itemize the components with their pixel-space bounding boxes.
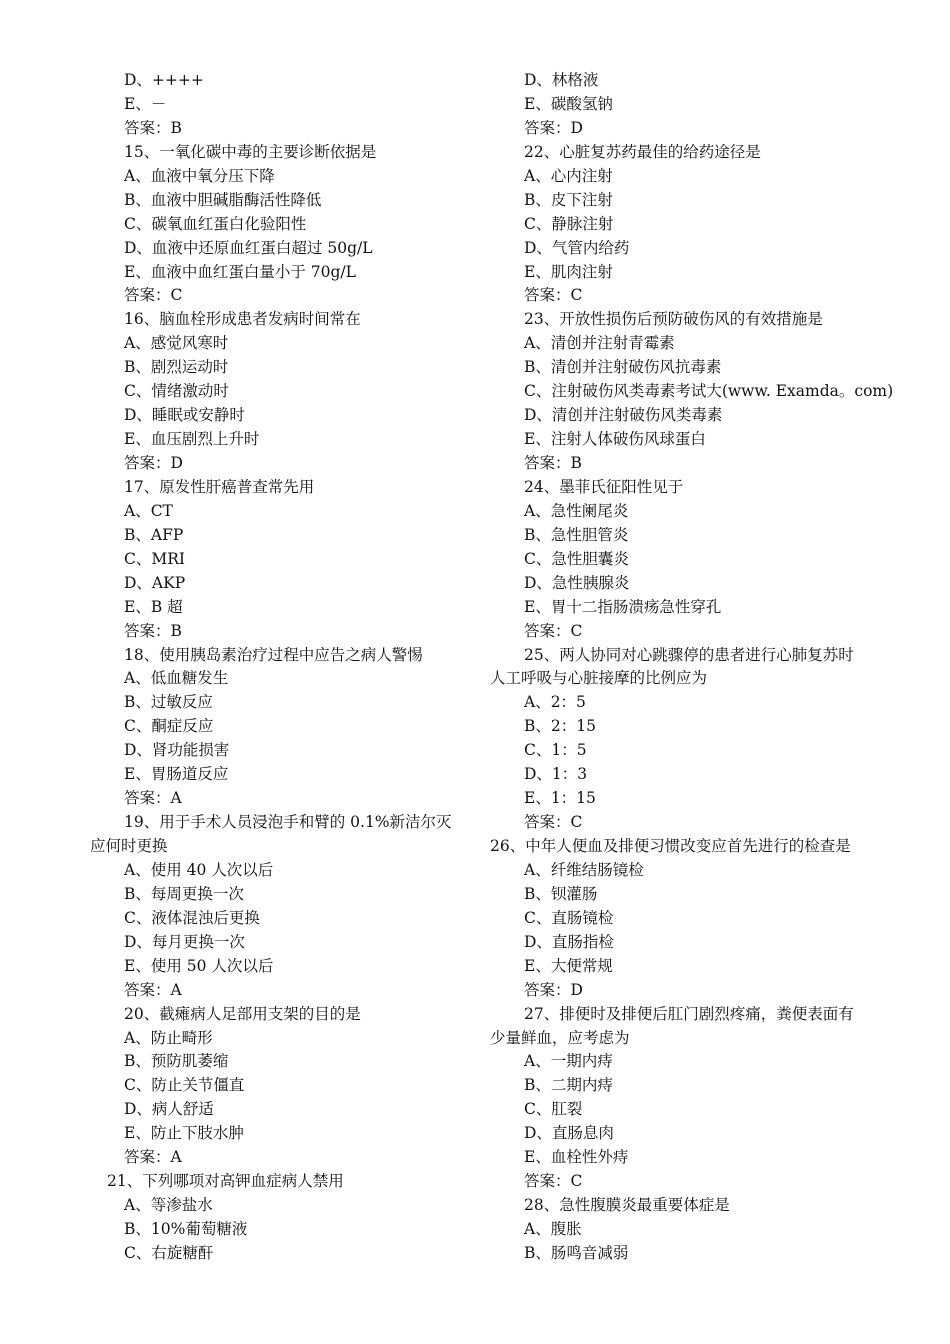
option-line: A、纤维结肠镜检 <box>524 860 644 879</box>
answer-line: 答案：D <box>124 454 183 472</box>
question-line: 19、用于手术人员浸泡手和臂的 0.1%新洁尔灭 <box>124 813 452 832</box>
answer-line: 答案：C <box>524 286 583 305</box>
answer-line: 答案：C <box>524 1172 583 1191</box>
option-line: A、心内注射 <box>524 166 613 185</box>
question-line: 22、心脏复苏药最佳的给药途径是 <box>524 142 761 161</box>
option-line: A、CT <box>124 501 173 520</box>
answer-line: 答案：B <box>124 621 182 640</box>
option-line: D、气管内给药 <box>524 238 630 257</box>
question-line: 26、中年人便血及排便习惯改变应首先进行的检查是 <box>490 837 851 855</box>
option-line: B、清创并注射破伤风抗毒素 <box>524 358 722 377</box>
option-line: C、急性胆囊炎 <box>524 549 629 568</box>
option-line: A、一期内痔 <box>524 1052 613 1071</box>
option-line: B、剧烈运动时 <box>124 358 229 377</box>
question-continuation-line: 应何时更换 <box>90 837 168 855</box>
option-line: A、清创并注射青霉素 <box>524 334 675 353</box>
option-line: C、情绪激动时 <box>124 382 229 401</box>
option-line: B、10%葡萄糖液 <box>124 1220 248 1238</box>
option-line: E、－ <box>124 94 167 113</box>
option-line: D、急性胰腺炎 <box>524 573 630 592</box>
option-line: A、使用 40 人次以后 <box>124 860 274 879</box>
option-line: D、肾功能损害 <box>124 741 230 760</box>
question-line: 27、排便时及排便后肛门剧烈疼痛，粪便表面有 <box>524 1004 854 1023</box>
option-line: A、感觉风寒时 <box>124 334 229 353</box>
answer-line: 答案：D <box>524 980 583 999</box>
right-column <box>490 69 910 1266</box>
answer-line: 答案：A <box>124 789 182 808</box>
option-line: C、注射破伤风类毒素考试大(www. Examda。com) <box>524 382 894 401</box>
question-line: 23、开放性损伤后预防破伤风的有效措施是 <box>524 310 823 329</box>
option-line: B、血液中胆碱脂酶活性降低 <box>124 190 322 209</box>
option-line: A、防止畸形 <box>124 1028 213 1047</box>
option-line: E、使用 50 人次以后 <box>124 956 274 975</box>
option-line: E、胃十二指肠溃疡急性穿孔 <box>524 597 722 616</box>
option-line: E、血栓性外痔 <box>524 1148 629 1167</box>
option-line: D、林格液 <box>524 71 599 89</box>
option-line: E、胃肠道反应 <box>124 765 229 784</box>
option-line: A、低血糖发生 <box>124 669 229 688</box>
option-line: E、大便常规 <box>524 956 613 975</box>
answer-line: 答案：A <box>124 1148 182 1167</box>
option-line: C、酮症反应 <box>124 717 214 736</box>
option-line: B、每周更换一次 <box>124 884 244 903</box>
option-line: B、AFP <box>124 525 184 544</box>
option-line: D、AKP <box>124 573 186 592</box>
question-continuation-line: 人工呼吸与心脏接摩的比例应为 <box>490 669 708 688</box>
option-line: B、过敏反应 <box>124 693 213 712</box>
option-line: C、直肠镜检 <box>524 908 614 927</box>
question-line: 24、墨菲氏征阳性见于 <box>524 477 684 496</box>
option-line: B、肠鸣音减弱 <box>524 1243 629 1262</box>
answer-line: 答案：A <box>124 980 182 999</box>
option-line: D、睡眠或安静时 <box>124 406 245 425</box>
option-line: C、静脉注射 <box>524 214 614 233</box>
option-line: E、防止下肢水肿 <box>124 1124 244 1143</box>
option-line: E、注射人体破伤风球蛋白 <box>524 430 706 449</box>
option-line: A、等渗盐水 <box>124 1196 213 1215</box>
option-line: E、碳酸氢钠 <box>524 94 613 113</box>
option-line: D、清创并注射破伤风类毒素 <box>524 406 723 425</box>
option-line: A、2：5 <box>524 693 586 712</box>
option-line: C、液体混浊后更换 <box>124 908 260 927</box>
answer-line: 答案：D <box>524 118 583 137</box>
option-line: B、二期内痔 <box>524 1076 613 1095</box>
question-line: 21、下列哪项对高钾血症病人禁用 <box>107 1172 344 1191</box>
option-line: C、碳氧血红蛋白化验阳性 <box>124 214 307 233</box>
option-line: B、2：15 <box>524 717 596 736</box>
answer-line: 答案：C <box>524 621 583 640</box>
option-line: D、每月更换一次 <box>124 932 245 951</box>
option-line: C、右旋糖酐 <box>124 1243 214 1262</box>
option-line: E、血液中血红蛋白量小于 70g/L <box>124 262 356 281</box>
question-line: 16、脑血栓形成患者发病时间常在 <box>124 310 361 329</box>
answer-line: 答案：C <box>124 286 183 305</box>
option-line: A、腹胀 <box>524 1220 582 1238</box>
question-line: 17、原发性肝癌普查常先用 <box>124 477 315 496</box>
option-line: A、急性阑尾炎 <box>524 501 629 520</box>
question-line: 20、截瘫病人足部用支架的目的是 <box>124 1004 361 1023</box>
option-line: D、血液中还原血红蛋白超过 50g/L <box>124 238 373 257</box>
question-continuation-line: 少量鲜血，应考虑为 <box>490 1028 630 1047</box>
option-line: E、B 超 <box>124 597 183 616</box>
option-line: E、肌肉注射 <box>524 262 613 281</box>
option-line: D、1：3 <box>524 765 588 784</box>
option-line: B、皮下注射 <box>524 190 613 209</box>
option-line: D、直肠息肉 <box>524 1124 614 1143</box>
option-line: D、++++ <box>124 71 204 89</box>
option-line: B、预防肌萎缩 <box>124 1052 229 1071</box>
option-line: C、肛裂 <box>524 1100 583 1119</box>
answer-line: 答案：C <box>524 813 583 832</box>
answer-line: 答案：B <box>524 454 582 472</box>
option-line: C、防止关节僵直 <box>124 1076 245 1095</box>
answer-line: 答案：B <box>124 118 182 137</box>
option-line: C、MRI <box>124 549 186 568</box>
left-column <box>90 69 488 1266</box>
question-line: 28、急性腹膜炎最重要体症是 <box>524 1196 730 1215</box>
option-line: B、钡灌肠 <box>524 884 598 903</box>
question-line: 25、两人协同对心跳骤停的患者进行心肺复苏时 <box>524 645 854 664</box>
option-line: D、直肠指检 <box>524 932 614 951</box>
question-line: 18、使用胰岛素治疗过程中应告之病人警惕 <box>124 645 423 664</box>
option-line: C、1：5 <box>524 741 587 760</box>
option-line: D、病人舒适 <box>124 1100 214 1119</box>
option-line: E、血压剧烈上升时 <box>124 430 260 449</box>
question-line: 15、一氧化碳中毒的主要诊断依据是 <box>124 142 377 161</box>
option-line: E、1：15 <box>524 789 596 808</box>
option-line: B、急性胆管炎 <box>524 525 629 544</box>
option-line: A、血液中氧分压下降 <box>124 166 275 185</box>
